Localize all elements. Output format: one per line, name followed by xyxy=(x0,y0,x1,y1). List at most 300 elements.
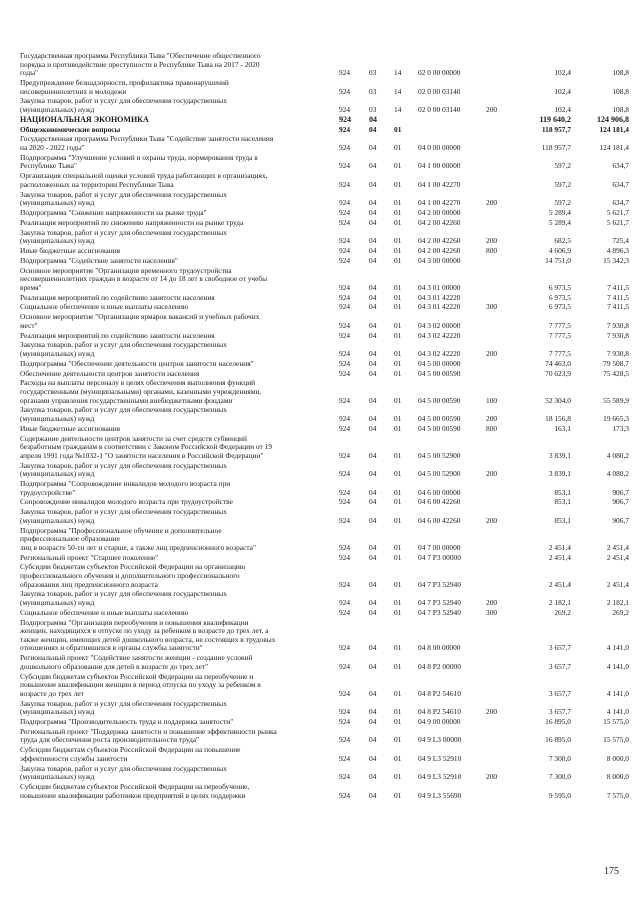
cell-csr: 04 6 00 42260 xyxy=(418,497,461,507)
cell-s2: 2 451,4 xyxy=(606,552,629,562)
cell-pr: 01 xyxy=(394,661,402,671)
cell-rz: 04 xyxy=(369,236,377,246)
cell-s1: 2 451,4 xyxy=(548,542,571,552)
table-row xyxy=(0,480,639,497)
cell-rz: 04 xyxy=(369,413,377,423)
cell-s1: 3 657,7 xyxy=(548,707,571,717)
cell-s2: 634,7 xyxy=(612,161,629,171)
cell-grbs: 924 xyxy=(339,772,351,782)
cell-s1: 597,2 xyxy=(554,198,571,208)
cell-grbs: 924 xyxy=(339,255,351,265)
cell-s2: 124 181,4 xyxy=(599,142,629,152)
cell-grbs: 924 xyxy=(339,114,351,124)
cell-s2: 906,7 xyxy=(612,515,629,525)
row-name: Региональный проект "Старшее поколение" xyxy=(20,552,159,562)
table-row xyxy=(0,765,639,782)
cell-csr: 04 9 L3 00000 xyxy=(418,735,462,745)
cell-pr: 01 xyxy=(394,597,402,607)
table-row xyxy=(0,172,639,189)
cell-s2: 4 896,3 xyxy=(606,246,629,255)
cell-rz: 04 xyxy=(369,552,377,562)
cell-s2: 79 508,7 xyxy=(603,358,629,368)
cell-s1: 163,1 xyxy=(554,423,571,433)
cell-s2: 4 141,0 xyxy=(606,688,629,698)
table-row xyxy=(0,700,639,717)
row-name: Закупка товаров, работ и услуг для обеспечения государственных (муниципальных) нужд xyxy=(20,227,227,246)
row-name: Закупка товаров, работ и услуг для обеспечения государственных (муниципальных) нужд xyxy=(20,698,227,717)
cell-rz: 04 xyxy=(369,469,377,479)
cell-rz: 04 xyxy=(369,717,377,726)
table-row xyxy=(0,332,639,341)
cell-s1: 7 300,0 xyxy=(548,753,571,763)
cell-grbs: 924 xyxy=(339,413,351,423)
cell-grbs: 924 xyxy=(339,320,351,330)
cell-pr: 01 xyxy=(394,717,402,726)
cell-grbs: 924 xyxy=(339,607,351,617)
row-name: Подпрограмма "Производительность труда и поддержка занятости" xyxy=(20,717,234,726)
table-row xyxy=(0,116,639,125)
cell-s2: 269,2 xyxy=(612,607,629,617)
cell-pr: 01 xyxy=(394,368,402,378)
cell-rz: 04 xyxy=(369,217,377,227)
row-name: Содержание деятельности центров занятости за счет средств субвенций безработным гражданам в соответствии с Законом Российской Федерации от 19 апреля 1991 года №1032-1 "О занятости населения в Российской Федерации" xyxy=(20,433,272,460)
cell-grbs: 924 xyxy=(339,161,351,171)
cell-pr: 01 xyxy=(394,542,402,552)
cell-s2: 5 621,7 xyxy=(606,208,629,217)
cell-s2: 7 575,0 xyxy=(606,790,629,800)
cell-grbs: 924 xyxy=(339,282,351,292)
cell-rz: 04 xyxy=(369,423,377,433)
cell-s2: 725,4 xyxy=(612,236,629,246)
cell-vr: 200 xyxy=(486,597,498,607)
cell-csr: 04 3 01 00000 xyxy=(418,282,461,292)
cell-rz: 04 xyxy=(369,124,377,134)
cell-s1: 14 751,0 xyxy=(545,255,571,265)
cell-s1: 5 289,4 xyxy=(548,217,571,227)
cell-vr: 300 xyxy=(486,302,498,312)
cell-s1: 7 777,5 xyxy=(548,348,571,358)
cell-vr: 100 xyxy=(486,395,498,405)
cell-pr: 01 xyxy=(394,450,402,460)
cell-s2: 55 589,9 xyxy=(603,395,629,405)
cell-s2: 2 451,4 xyxy=(606,542,629,552)
cell-s2: 15 575,0 xyxy=(603,735,629,745)
cell-pr: 01 xyxy=(394,358,402,368)
cell-csr: 04 5 00 00590 xyxy=(418,368,461,378)
cell-s2: 7 411,5 xyxy=(607,302,629,312)
cell-s1: 102,4 xyxy=(554,68,571,78)
cell-grbs: 924 xyxy=(339,104,351,114)
cell-s2: 108,8 xyxy=(612,104,629,114)
cell-s1: 682,5 xyxy=(554,236,571,246)
cell-rz: 04 xyxy=(369,208,377,217)
cell-csr: 04 8 P2 54610 xyxy=(418,707,461,717)
row-name: Подпрограмма "Сопровождение инвалидов молодого возраста при трудоустройстве" xyxy=(20,479,231,497)
cell-s1: 853,1 xyxy=(554,497,571,507)
cell-csr: 04 8 00 00000 xyxy=(418,643,461,653)
cell-csr: 04 1 00 42270 xyxy=(418,198,461,208)
table-row xyxy=(0,619,639,653)
cell-rz: 04 xyxy=(369,735,377,745)
cell-pr: 01 xyxy=(394,515,402,525)
cell-rz: 04 xyxy=(369,579,377,589)
cell-csr: 04 9 L3 55690 xyxy=(418,790,462,800)
cell-s2: 7 930,8 xyxy=(606,320,629,330)
table-row xyxy=(0,360,639,369)
cell-grbs: 924 xyxy=(339,423,351,433)
cell-pr: 01 xyxy=(394,142,402,152)
cell-grbs: 924 xyxy=(339,330,351,340)
cell-s1: 4 606,9 xyxy=(548,246,571,255)
cell-s2: 8 000,0 xyxy=(606,753,629,763)
cell-csr: 04 6 00 00000 xyxy=(418,487,461,497)
table-row xyxy=(0,370,639,379)
table-row xyxy=(0,746,639,763)
row-name: Расходы на выплаты персоналу в целях обеспечения выполнения функций государственными (муниципальными) органами, казенными учреждениями, органами управления государственными внебюджетными фондами xyxy=(20,378,262,405)
cell-vr: 200 xyxy=(486,413,498,423)
table-row xyxy=(0,97,639,114)
cell-s1: 3 839,1 xyxy=(548,469,571,479)
row-name: Закупка товаров, работ и услуг для обеспечения государственных (муниципальных) нужд xyxy=(20,460,227,479)
cell-pr: 01 xyxy=(394,735,402,745)
cell-s1: 70 623,9 xyxy=(545,368,571,378)
cell-s2: 124 181,4 xyxy=(599,124,629,134)
table-row xyxy=(0,379,639,405)
row-name: Социальное обеспечение и иные выплаты населению xyxy=(20,607,189,617)
cell-csr: 04 8 P2 54610 xyxy=(418,688,461,698)
cell-s1: 5 289,4 xyxy=(548,208,571,217)
cell-vr: 200 xyxy=(486,198,498,208)
cell-grbs: 924 xyxy=(339,597,351,607)
row-name: Закупка товаров, работ и услуг для обеспечения государственных (муниципальных) нужд xyxy=(20,763,227,782)
cell-rz: 04 xyxy=(369,643,377,653)
cell-rz: 03 xyxy=(369,86,377,96)
cell-csr: 04 1 00 00000 xyxy=(418,161,461,171)
cell-s1: 16 895,0 xyxy=(545,717,571,726)
row-name: Обеспечение деятельности центров занятости населения xyxy=(20,368,200,378)
table-row xyxy=(0,673,639,699)
cell-pr: 01 xyxy=(394,217,402,227)
row-name: Региональный проект "Содействие занятости женщин - создание условий дошкольного образования для детей в возрасте до трех лет" xyxy=(20,653,253,671)
cell-s1: 7 777,5 xyxy=(548,330,571,340)
cell-pr: 01 xyxy=(394,707,402,717)
cell-grbs: 924 xyxy=(339,246,351,255)
cell-grbs: 924 xyxy=(339,292,351,302)
cell-rz: 04 xyxy=(369,368,377,378)
cell-csr: 02 0 00 03140 xyxy=(418,86,461,96)
cell-pr: 01 xyxy=(394,302,402,312)
cell-csr: 04 5 00 00000 xyxy=(418,358,461,368)
table-row xyxy=(0,527,639,553)
cell-rz: 04 xyxy=(369,320,377,330)
cell-rz: 04 xyxy=(369,487,377,497)
cell-s1: 118 957,7 xyxy=(541,124,571,134)
cell-grbs: 924 xyxy=(339,368,351,378)
row-name: Субсидии бюджетам субъектов Российской Федерации на переобучение и повышение квалификации женщин в период отпуска по уходу за ребенком в возрасте до трех лет xyxy=(20,671,261,698)
cell-csr: 02 0 00 03140 xyxy=(418,104,461,114)
row-name: Закупка товаров, работ и услуг для обеспечения государственных (муниципальных) нужд xyxy=(20,405,227,423)
row-name: Подпрограмма "Обеспечение деятельности центров занятости населения" xyxy=(20,358,254,368)
cell-rz: 04 xyxy=(369,246,377,255)
cell-grbs: 924 xyxy=(339,179,351,189)
cell-s1: 2 451,4 xyxy=(548,579,571,589)
cell-s1: 3 839,1 xyxy=(548,450,571,460)
cell-rz: 04 xyxy=(369,790,377,800)
cell-pr: 14 xyxy=(394,86,402,96)
cell-s2: 19 665,3 xyxy=(603,413,629,423)
cell-pr: 01 xyxy=(394,282,402,292)
cell-s1: 18 156,8 xyxy=(545,413,571,423)
cell-rz: 04 xyxy=(369,358,377,368)
cell-s2: 15 575,0 xyxy=(603,717,629,726)
cell-rz: 04 xyxy=(369,198,377,208)
cell-grbs: 924 xyxy=(339,86,351,96)
cell-s1: 853,1 xyxy=(554,515,571,525)
table-row xyxy=(0,229,639,246)
cell-grbs: 924 xyxy=(339,552,351,562)
cell-grbs: 924 xyxy=(339,790,351,800)
row-name: Региональный проект "Поддержка занятости и повышение эффективности рынка труда для обеспечения роста производительности труда" xyxy=(20,726,277,745)
cell-grbs: 924 xyxy=(339,643,351,653)
cell-s2: 108,8 xyxy=(612,68,629,78)
cell-s1: 16 895,0 xyxy=(545,735,571,745)
cell-rz: 04 xyxy=(369,255,377,265)
cell-s1: 6 973,5 xyxy=(548,292,571,302)
cell-pr: 01 xyxy=(394,348,402,358)
table-row xyxy=(0,267,639,293)
table-row xyxy=(0,498,639,507)
table-row xyxy=(0,52,639,78)
cell-s2: 173,3 xyxy=(612,423,629,433)
row-name: Закупка товаров, работ и услуг для обеспечения государственных (муниципальных) нужд xyxy=(20,340,227,358)
cell-vr: 200 xyxy=(486,772,498,782)
table-row xyxy=(0,718,639,727)
cell-s1: 6 973,5 xyxy=(548,302,571,312)
cell-grbs: 924 xyxy=(339,358,351,368)
cell-csr: 04 6 00 42260 xyxy=(418,515,461,525)
table-row xyxy=(0,219,639,228)
cell-rz: 04 xyxy=(369,707,377,717)
row-name: Общеэкономические вопросы xyxy=(20,124,121,134)
cell-csr: 04 3 01 42220 xyxy=(418,292,461,302)
cell-s1: 3 657,7 xyxy=(548,643,571,653)
row-name: Реализация мероприятий по содействию занятости населения xyxy=(20,292,215,302)
cell-csr: 04 7 P3 52940 xyxy=(418,579,461,589)
table-row xyxy=(0,425,639,434)
cell-grbs: 924 xyxy=(339,487,351,497)
cell-csr: 04 9 00 00000 xyxy=(418,717,461,726)
row-name: Подпрограмма "Содействие занятости населения" xyxy=(20,255,178,265)
cell-pr: 01 xyxy=(394,607,402,617)
cell-pr: 14 xyxy=(394,68,402,78)
cell-grbs: 924 xyxy=(339,688,351,698)
cell-csr: 04 5 00 00590 xyxy=(418,423,461,433)
cell-vr: 800 xyxy=(486,246,498,255)
row-name: Иные бюджетные ассигнования xyxy=(20,423,121,433)
row-name: Организация специальной оценки условий труда работающих в организациях, расположенных на территории Республики Тыва xyxy=(20,171,268,189)
cell-pr: 01 xyxy=(394,790,402,800)
table-row xyxy=(0,609,639,618)
cell-vr: 200 xyxy=(486,236,498,246)
cell-csr: 04 3 01 42220 xyxy=(418,302,461,312)
cell-rz: 04 xyxy=(369,542,377,552)
cell-rz: 04 xyxy=(369,161,377,171)
cell-s1: 7 777,5 xyxy=(548,320,571,330)
cell-pr: 01 xyxy=(394,124,402,134)
table-row xyxy=(0,313,639,330)
cell-rz: 04 xyxy=(369,395,377,405)
cell-grbs: 924 xyxy=(339,217,351,227)
cell-s1: 102,4 xyxy=(554,86,571,96)
cell-pr: 01 xyxy=(394,292,402,302)
row-name: Подпрограмма "Профессиональное обучение и дополнительное профессиональное образование лиц в возрасте 50-ти лет и старше, а также лиц предпенсионного возраста" xyxy=(20,525,256,552)
row-name: Государственная программа Республики Тыва "Содействие занятости населения на 2020 - 2022 годы" xyxy=(20,134,274,152)
cell-csr: 04 5 00 00590 xyxy=(418,395,461,405)
table-row xyxy=(0,554,639,563)
table-row xyxy=(0,590,639,607)
cell-s1: 6 973,5 xyxy=(548,282,571,292)
cell-vr: 200 xyxy=(486,348,498,358)
cell-rz: 03 xyxy=(369,104,377,114)
cell-s1: 3 657,7 xyxy=(548,661,571,671)
table-row xyxy=(0,406,639,423)
cell-grbs: 924 xyxy=(339,124,351,134)
cell-csr: 04 9 L3 52910 xyxy=(418,772,462,782)
cell-s2: 15 342,3 xyxy=(603,255,629,265)
cell-grbs: 924 xyxy=(339,208,351,217)
cell-vr: 800 xyxy=(486,423,498,433)
table-row xyxy=(0,209,639,218)
row-name: Социальное обеспечение и иные выплаты населению xyxy=(20,302,189,312)
table-row xyxy=(0,257,639,266)
cell-s2: 7 411,5 xyxy=(607,292,629,302)
row-name: Основное мероприятие "Организация ярмарок вакансий и учебных рабочих мест" xyxy=(20,312,260,330)
cell-grbs: 924 xyxy=(339,450,351,460)
row-name: Подпрограмма "Организация переобучения и повышения квалификации женщин, находящихся в отпуске по уходу за ребенком в возрасте до трех лет, а также женщин, имеющих детей дошкольного возраста, не состоящих в трудовых отношениях и обратившихся в органы службы занятости" xyxy=(20,617,276,653)
cell-pr: 01 xyxy=(394,198,402,208)
cell-csr: 04 7 P3 00000 xyxy=(418,552,461,562)
cell-grbs: 924 xyxy=(339,707,351,717)
row-name: Реализация мероприятий по содействию занятости населения xyxy=(20,330,215,340)
cell-pr: 01 xyxy=(394,772,402,782)
table-row xyxy=(0,435,639,461)
row-name: Закупка товаров, работ и услуг для обеспечения государственных (муниципальных) нужд xyxy=(20,96,227,114)
cell-csr: 04 5 00 00590 xyxy=(418,413,461,423)
cell-rz: 04 xyxy=(369,753,377,763)
cell-grbs: 924 xyxy=(339,542,351,552)
cell-grbs: 924 xyxy=(339,198,351,208)
table-row xyxy=(0,783,639,800)
cell-csr: 04 0 00 00000 xyxy=(418,142,461,152)
cell-pr: 01 xyxy=(394,330,402,340)
cell-pr: 01 xyxy=(394,246,402,255)
cell-pr: 01 xyxy=(394,320,402,330)
cell-csr: 04 7 00 00000 xyxy=(418,542,461,552)
cell-pr: 01 xyxy=(394,497,402,507)
cell-s2: 75 428,5 xyxy=(603,368,629,378)
row-name: Субсидии бюджетам субъектов Российской Федерации на организацию профессионального обучения и дополнительного профессионального образования лиц предпенсионного возраста xyxy=(20,562,246,589)
cell-pr: 01 xyxy=(394,161,402,171)
cell-grbs: 924 xyxy=(339,142,351,152)
row-name: Реализация мероприятий по снижению напряженности на рынке труда xyxy=(20,217,244,227)
row-name: Сопровождение инвалидов молодого возраста при трудоустройстве xyxy=(20,497,233,507)
cell-pr: 01 xyxy=(394,423,402,433)
cell-rz: 04 xyxy=(369,497,377,507)
cell-rz: 04 xyxy=(369,772,377,782)
cell-s2: 5 621,7 xyxy=(606,217,629,227)
row-name: Закупка товаров, работ и услуг для обеспечения государственных (муниципальных) нужд xyxy=(20,589,227,607)
cell-rz: 04 xyxy=(369,330,377,340)
cell-grbs: 924 xyxy=(339,753,351,763)
cell-s2: 4 080,2 xyxy=(606,450,629,460)
cell-s1: 74 463,0 xyxy=(545,358,571,368)
cell-grbs: 924 xyxy=(339,735,351,745)
cell-pr: 01 xyxy=(394,753,402,763)
cell-s2: 906,7 xyxy=(612,497,629,507)
cell-pr: 14 xyxy=(394,104,402,114)
cell-grbs: 924 xyxy=(339,395,351,405)
table-row xyxy=(0,563,639,589)
cell-s2: 8 000,0 xyxy=(606,772,629,782)
row-name: Иные бюджетные ассигнования xyxy=(20,246,121,255)
cell-rz: 04 xyxy=(369,515,377,525)
cell-s1: 118 957,7 xyxy=(541,142,571,152)
cell-s1: 597,2 xyxy=(554,179,571,189)
cell-vr: 200 xyxy=(486,104,498,114)
table-row xyxy=(0,294,639,303)
cell-s1: 102,4 xyxy=(554,104,571,114)
cell-csr: 04 2 00 00000 xyxy=(418,208,461,217)
cell-pr: 01 xyxy=(394,688,402,698)
cell-s1: 269,2 xyxy=(554,607,571,617)
cell-grbs: 924 xyxy=(339,68,351,78)
cell-csr: 04 3 02 42220 xyxy=(418,330,461,340)
cell-s1: 2 182,1 xyxy=(548,597,571,607)
table-row xyxy=(0,126,639,135)
cell-grbs: 924 xyxy=(339,515,351,525)
cell-pr: 01 xyxy=(394,236,402,246)
row-name: Предупреждение безнадзорности, профилактика правонарушений несовершеннолетних и молодежи xyxy=(20,78,229,96)
cell-vr: 300 xyxy=(486,607,498,617)
cell-pr: 01 xyxy=(394,579,402,589)
cell-pr: 01 xyxy=(394,255,402,265)
cell-grbs: 924 xyxy=(339,348,351,358)
cell-s1: 52 304,0 xyxy=(545,395,571,405)
cell-grbs: 924 xyxy=(339,469,351,479)
scan-speck: · xyxy=(380,490,382,496)
cell-csr: 04 3 02 42220 xyxy=(418,348,461,358)
cell-vr: 200 xyxy=(486,469,498,479)
row-name: Подпрограмма "Улучшение условий и охраны труда, нормирования труда в Республике Тыва" xyxy=(20,152,258,171)
row-name: НАЦИОНАЛЬНАЯ ЭКОНОМИКА xyxy=(20,114,149,124)
cell-pr: 01 xyxy=(394,643,402,653)
table-row xyxy=(0,303,639,312)
cell-csr: 04 2 00 42260 xyxy=(418,217,461,227)
cell-rz: 04 xyxy=(369,142,377,152)
cell-s1: 597,2 xyxy=(554,161,571,171)
page-number: 175 xyxy=(604,866,619,877)
cell-s1: 2 451,4 xyxy=(548,552,571,562)
cell-grbs: 924 xyxy=(339,661,351,671)
table-row xyxy=(0,462,639,479)
cell-grbs: 924 xyxy=(339,236,351,246)
table-row xyxy=(0,508,639,525)
cell-s2: 2 182,1 xyxy=(606,597,629,607)
table-row xyxy=(0,247,639,256)
cell-rz: 04 xyxy=(369,282,377,292)
table-row xyxy=(0,191,639,208)
cell-s2: 108,8 xyxy=(612,86,629,96)
